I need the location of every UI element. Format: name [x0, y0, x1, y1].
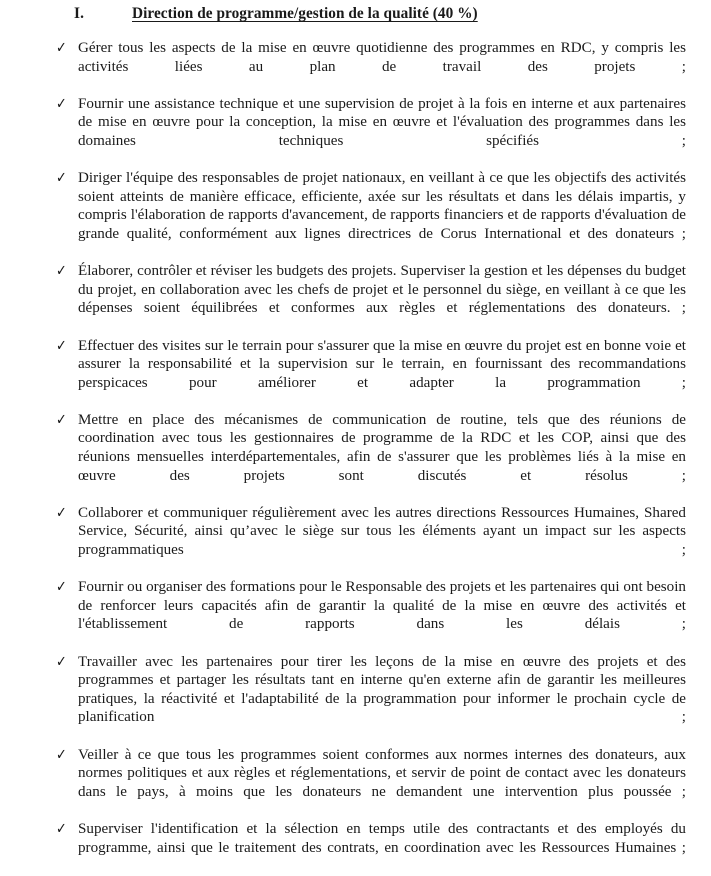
list-item [0, 411, 711, 504]
list-item-text: Collaborer et communiquer régulièrement avec les autres directions Ressources Humaines, Shared Service, Sécurité, ainsi qu’avec le siège sur tous les éléments ayant un impact sur les aspects programmatiques ; [78, 504, 686, 559]
check-mark-icon: ✓ [56, 504, 67, 522]
page-title: Direction de programme/gestion de la qualité (40 %) [132, 5, 478, 22]
responsibilities-list [0, 39, 711, 876]
list-item [0, 578, 711, 652]
check-mark-icon: ✓ [56, 40, 67, 57]
list-item [0, 169, 711, 262]
list-item-text: Travailler avec les partenaires pour tirer les leçons de la mise en œuvre des projets et des programmes et partager les résultats tant en interne qu'en externe afin de garantir les meilleures pratiques, la réactivité et l'adaptabilité de la programmation pour informer le prochain cycle de planification ; [78, 653, 686, 726]
list-item [0, 820, 711, 876]
list-item [0, 746, 711, 820]
list-item-text: Veiller à ce que tous les programmes soient conformes aux normes internes des donateurs, aux normes politiques et aux règles et réglementations, et servir de point de contact avec les donateurs dans le pays, à moins que les donateurs ne demandent une intervention plus poussée ; [78, 746, 686, 800]
check-mark-icon: ✓ [56, 820, 67, 838]
list-item [0, 337, 711, 411]
check-mark-icon: ✓ [56, 170, 67, 188]
section-numeral: I. [74, 5, 85, 22]
list-item [0, 95, 711, 169]
check-mark-icon: ✓ [56, 95, 67, 113]
list-item [0, 504, 711, 578]
list-item-text: Fournir ou organiser des formations pour le Responsable des projets et les partenaires qui ont besoin de renforcer leurs capacités afin de garantir la qualité de la mise en œuvre des activités et l'établissement de rapports dans les délais ; [78, 579, 686, 633]
list-item [0, 653, 711, 746]
list-item-text: Fournir une assistance technique et une supervision de projet à la fois en interne et aux partenaires de mise en œuvre pour la conception, la mise en œuvre et l'évaluation des programmes dans les domaines techniques spécifiés ; [78, 95, 686, 149]
list-item-text: Superviser l'identification et la sélection en temps utile des contractants et des employés du programme, ainsi que le traitement des contrats, en coordination avec les Ressources Humaines ; [78, 820, 686, 856]
list-item-text: Mettre en place des mécanismes de communication de routine, tels que des réunions de coordination avec tous les gestionnaires de programme de la RDC et les COP, ainsi que des réunions mensuelles interdépartementales, afin de s'assurer que les problèmes liés à la mise en œuvre des projets sont discutés et résolus ; [78, 411, 686, 484]
list-item-text: Diriger l'équipe des responsables de projet nationaux, en veillant à ce que les objectifs des activités soient atteints de manière efficace, efficiente, axée sur les résultats et dans les délais impartis, y compris l'élaboration de rapports d'avancement, de rapports financiers et de rapports d'évaluation de grande qualité, conformément aux lignes directrices de Corus International et des donateurs ; [78, 170, 686, 242]
list-item-text: Gérer tous les aspects de la mise en œuvre quotidienne des programmes en RDC, y compris les activités liées au plan de travail des projets ; [78, 40, 686, 75]
check-mark-icon: ✓ [56, 579, 67, 597]
list-item-text: Élaborer, contrôler et réviser les budgets des projets. Superviser la gestion et les dépenses du budget du projet, en collaboration avec les chefs de projet et le personnel du siège, en veillant à ce que les dépenses soient équilibrées et conformes aux règles et réglementations des donateurs. ; [78, 263, 686, 317]
check-mark-icon: ✓ [56, 263, 67, 280]
list-item [0, 39, 711, 95]
list-item [0, 262, 711, 336]
check-mark-icon: ✓ [56, 653, 67, 671]
list-item-text: Effectuer des visites sur le terrain pour s'assurer que la mise en œuvre du projet est en bonne voie et assurer la responsabilité et la supervision sur le terrain, en fournissant des recommandations perspicaces pour améliorer et adapter la programmation ; [78, 337, 686, 391]
section-heading [0, 0, 711, 23]
check-mark-icon: ✓ [56, 411, 67, 429]
check-mark-icon: ✓ [56, 746, 67, 764]
check-mark-icon: ✓ [56, 337, 67, 355]
